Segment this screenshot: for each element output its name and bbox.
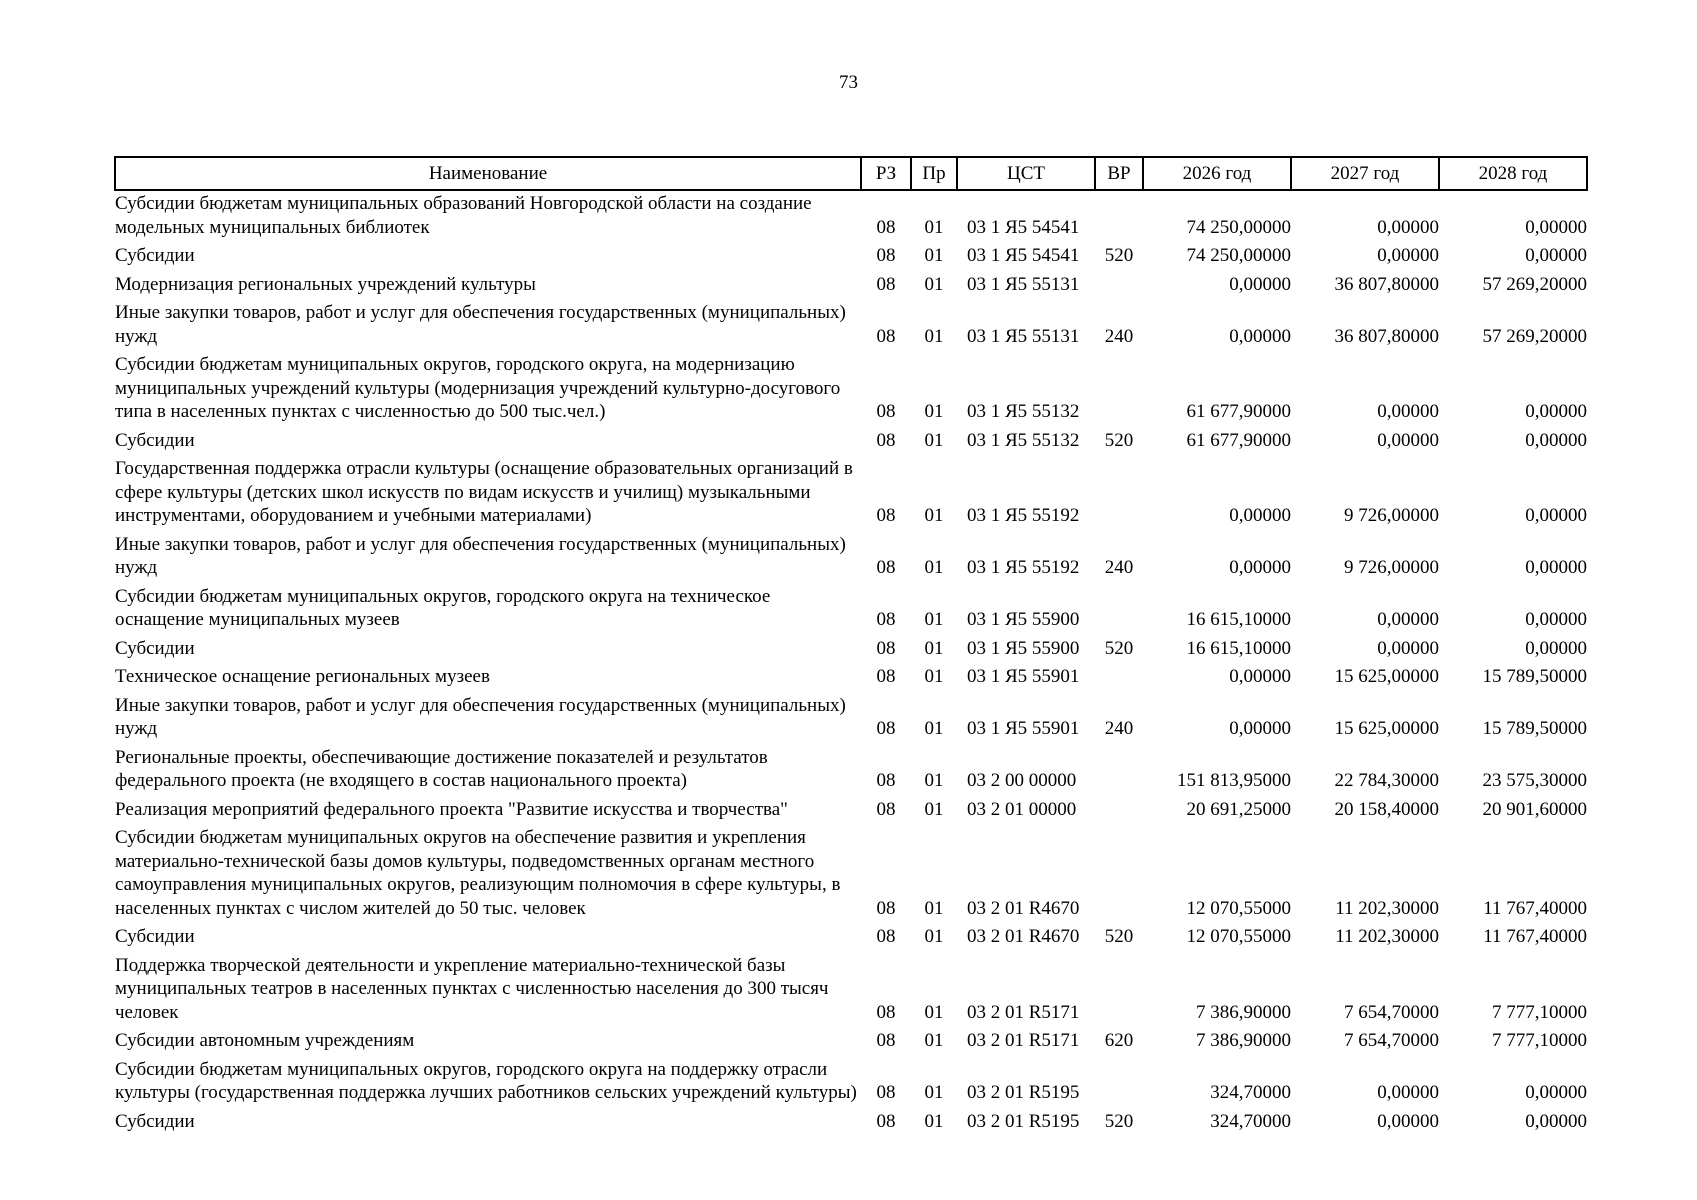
cell-pr: 01 bbox=[924, 401, 944, 422]
cell-rz: 08 bbox=[876, 926, 896, 947]
cell-name: Иные закупки товаров, работ и услуг для обеспечения государственных (муниципальных) нужд bbox=[115, 694, 846, 739]
cell-2026: 74 250,00000 bbox=[1186, 216, 1291, 238]
cell-rz: 08 bbox=[876, 1110, 896, 1132]
cell-2028: 7 777,10000 bbox=[1492, 1030, 1587, 1051]
cell-name: Субсидии bbox=[115, 429, 195, 451]
cell-name: Техническое оснащение региональных музеев bbox=[115, 666, 490, 687]
table-row bbox=[115, 353, 1587, 429]
table-row bbox=[115, 925, 1587, 954]
table-row bbox=[115, 585, 1587, 637]
cell-rz: 08 bbox=[876, 325, 896, 347]
cell-2028: 15 789,50000 bbox=[1482, 666, 1587, 687]
cell-vr: 620 bbox=[1104, 1030, 1134, 1051]
cell-pr: 01 bbox=[924, 429, 944, 451]
cell-name: Субсидии автономным учреждениям bbox=[115, 1030, 415, 1051]
cell-rz: 08 bbox=[876, 557, 896, 578]
cell-vr bbox=[1095, 954, 1143, 1030]
cell-2026: 61 677,90000 bbox=[1186, 429, 1291, 451]
table-row bbox=[115, 429, 1587, 458]
cell-rz: 08 bbox=[876, 273, 896, 295]
cell-2028: 0,00000 bbox=[1525, 401, 1587, 422]
cell-2028: 0,00000 bbox=[1525, 609, 1587, 630]
cell-2027: 36 807,80000 bbox=[1334, 325, 1439, 347]
table-row bbox=[115, 798, 1587, 827]
cell-vr bbox=[1095, 665, 1143, 694]
cell-pr: 01 bbox=[924, 718, 944, 739]
table-row bbox=[115, 1029, 1587, 1058]
cell-cst: 03 2 01 R5171 bbox=[967, 1001, 1080, 1023]
cell-rz: 08 bbox=[876, 798, 896, 820]
cell-2027: 9 726,00000 bbox=[1344, 505, 1439, 526]
cell-pr: 01 bbox=[924, 1001, 944, 1023]
cell-vr: 240 bbox=[1104, 718, 1134, 739]
cell-2027: 0,00000 bbox=[1377, 429, 1439, 451]
cell-pr: 01 bbox=[924, 770, 944, 791]
cell-2028: 11 767,40000 bbox=[1483, 926, 1587, 947]
cell-pr: 01 bbox=[924, 325, 944, 347]
table-row bbox=[115, 637, 1587, 666]
cell-cst: 03 1 Я5 55900 bbox=[967, 609, 1080, 630]
cell-name: Субсидии bbox=[115, 926, 195, 947]
cell-2026: 0,00000 bbox=[1229, 557, 1291, 578]
cell-2028: 0,00000 bbox=[1525, 505, 1587, 526]
cell-pr: 01 bbox=[924, 216, 944, 238]
cell-rz: 08 bbox=[876, 1030, 896, 1051]
cell-cst: 03 1 Я5 54541 bbox=[967, 245, 1080, 266]
cell-name: Субсидии bbox=[115, 1110, 195, 1132]
cell-cst: 03 1 Я5 55192 bbox=[967, 505, 1080, 526]
cell-pr: 01 bbox=[924, 557, 944, 578]
cell-cst: 03 2 01 R4670 bbox=[967, 926, 1080, 947]
cell-name: Субсидии bbox=[115, 637, 195, 659]
cell-rz: 08 bbox=[876, 245, 896, 266]
cell-pr: 01 bbox=[924, 666, 944, 687]
cell-cst: 03 1 Я5 55131 bbox=[967, 273, 1080, 295]
cell-2026: 16 615,10000 bbox=[1186, 609, 1291, 630]
table-row bbox=[115, 273, 1587, 302]
cell-vr bbox=[1095, 798, 1143, 827]
cell-2027: 7 654,70000 bbox=[1344, 1030, 1439, 1051]
cell-cst: 03 1 Я5 55131 bbox=[967, 325, 1080, 347]
cell-rz: 08 bbox=[876, 401, 896, 422]
cell-2026: 0,00000 bbox=[1229, 505, 1291, 526]
column-header-pr: Пр bbox=[911, 157, 957, 190]
cell-2027: 36 807,80000 bbox=[1334, 273, 1439, 295]
cell-cst: 03 2 01 R5195 bbox=[967, 1110, 1080, 1132]
cell-2026: 0,00000 bbox=[1229, 273, 1291, 295]
cell-2026: 12 070,55000 bbox=[1186, 897, 1291, 919]
cell-vr: 240 bbox=[1104, 557, 1134, 578]
table-row bbox=[115, 746, 1587, 798]
cell-2026: 0,00000 bbox=[1229, 325, 1291, 347]
cell-rz: 08 bbox=[876, 1082, 896, 1103]
cell-2027: 0,00000 bbox=[1377, 401, 1439, 422]
cell-2027: 0,00000 bbox=[1377, 216, 1439, 238]
cell-2026: 324,70000 bbox=[1210, 1110, 1291, 1132]
cell-vr bbox=[1095, 190, 1143, 244]
cell-2027: 0,00000 bbox=[1377, 1082, 1439, 1103]
cell-2028: 20 901,60000 bbox=[1482, 798, 1587, 820]
table-row bbox=[115, 665, 1587, 694]
table-row bbox=[115, 244, 1587, 273]
cell-2027: 0,00000 bbox=[1377, 637, 1439, 659]
cell-2026: 16 615,10000 bbox=[1186, 637, 1291, 659]
cell-pr: 01 bbox=[924, 609, 944, 630]
budget-table bbox=[114, 156, 1588, 1138]
cell-2028: 57 269,20000 bbox=[1482, 325, 1587, 347]
table-body bbox=[115, 190, 1587, 1138]
cell-cst: 03 2 01 R4670 bbox=[967, 897, 1080, 919]
column-header-cst: ЦСТ bbox=[957, 157, 1095, 190]
cell-cst: 03 1 Я5 55900 bbox=[967, 637, 1080, 659]
cell-2026: 0,00000 bbox=[1229, 718, 1291, 739]
cell-2028: 23 575,30000 bbox=[1482, 770, 1587, 791]
cell-2026: 0,00000 bbox=[1229, 666, 1291, 687]
column-header-2028: 2028 год bbox=[1439, 157, 1587, 190]
cell-pr: 01 bbox=[924, 926, 944, 947]
cell-cst: 03 1 Я5 54541 bbox=[967, 216, 1080, 238]
cell-pr: 01 bbox=[924, 1082, 944, 1103]
column-header-2027: 2027 год bbox=[1291, 157, 1439, 190]
column-header-rz: РЗ bbox=[861, 157, 911, 190]
cell-2027: 11 202,30000 bbox=[1335, 897, 1439, 919]
cell-pr: 01 bbox=[924, 245, 944, 266]
cell-rz: 08 bbox=[876, 1001, 896, 1023]
cell-cst: 03 2 01 R5195 bbox=[967, 1082, 1080, 1103]
table-row bbox=[115, 1058, 1587, 1110]
cell-rz: 08 bbox=[876, 505, 896, 526]
cell-vr bbox=[1095, 353, 1143, 429]
cell-2027: 0,00000 bbox=[1377, 245, 1439, 266]
cell-name: Субсидии бюджетам муниципальных округов, городского округа, на модернизацию муниципальных учреждений культуры (модернизация учреждений культурно-досугового типа в населенных пунктах с численностью до 500 тыс.чел.) bbox=[115, 354, 841, 422]
cell-2028: 0,00000 bbox=[1525, 637, 1587, 659]
cell-2026: 324,70000 bbox=[1210, 1082, 1291, 1103]
cell-rz: 08 bbox=[876, 666, 896, 687]
cell-2028: 0,00000 bbox=[1525, 1110, 1587, 1132]
cell-name: Иные закупки товаров, работ и услуг для обеспечения государственных (муниципальных) нужд bbox=[115, 533, 846, 578]
cell-2028: 7 777,10000 bbox=[1492, 1001, 1587, 1023]
cell-2026: 20 691,25000 bbox=[1186, 798, 1291, 820]
column-header-2026: 2026 год bbox=[1143, 157, 1291, 190]
table-row bbox=[115, 533, 1587, 585]
cell-vr: 520 bbox=[1104, 926, 1134, 947]
cell-2026: 7 386,90000 bbox=[1196, 1030, 1291, 1051]
cell-vr: 520 bbox=[1104, 637, 1134, 659]
cell-cst: 03 1 Я5 55901 bbox=[967, 718, 1080, 739]
cell-cst: 03 1 Я5 55132 bbox=[967, 401, 1080, 422]
cell-2026: 151 813,95000 bbox=[1177, 770, 1291, 791]
cell-pr: 01 bbox=[924, 637, 944, 659]
cell-rz: 08 bbox=[876, 718, 896, 739]
cell-2027: 20 158,40000 bbox=[1334, 798, 1439, 820]
cell-name: Субсидии бюджетам муниципальных образований Новгородской области на создание модельных муниципальных библиотек bbox=[115, 193, 812, 238]
cell-name: Субсидии бюджетам муниципальных округов, городского округа на поддержку отрасли культуры (государственная поддержка лучших работников сельских учреждений культуры) bbox=[115, 1058, 857, 1103]
cell-rz: 08 bbox=[876, 637, 896, 659]
cell-name: Субсидии бюджетам муниципальных округов, городского округа на техническое оснащение муниципальных музеев bbox=[115, 585, 771, 630]
cell-name: Региональные проекты, обеспечивающие достижение показателей и результатов федерального проекта (не входящего в состав национального проекта) bbox=[115, 746, 768, 791]
cell-2027: 0,00000 bbox=[1377, 1110, 1439, 1132]
cell-pr: 01 bbox=[924, 505, 944, 526]
cell-vr: 520 bbox=[1104, 1110, 1134, 1132]
cell-pr: 01 bbox=[924, 798, 944, 820]
cell-pr: 01 bbox=[924, 1030, 944, 1051]
cell-2028: 11 767,40000 bbox=[1483, 897, 1587, 919]
cell-name: Реализация мероприятий федерального проекта "Развитие искусства и творчества" bbox=[115, 798, 788, 820]
cell-2028: 57 269,20000 bbox=[1482, 273, 1587, 295]
cell-pr: 01 bbox=[924, 1110, 944, 1132]
cell-vr bbox=[1095, 826, 1143, 925]
cell-name: Субсидии bbox=[115, 245, 195, 266]
cell-cst: 03 2 01 R5171 bbox=[967, 1030, 1080, 1051]
cell-cst: 03 2 01 00000 bbox=[967, 798, 1077, 820]
cell-2027: 0,00000 bbox=[1377, 609, 1439, 630]
cell-rz: 08 bbox=[876, 429, 896, 451]
cell-2027: 7 654,70000 bbox=[1344, 1001, 1439, 1023]
cell-cst: 03 1 Я5 55192 bbox=[967, 557, 1080, 578]
cell-2027: 22 784,30000 bbox=[1334, 770, 1439, 791]
cell-2026: 61 677,90000 bbox=[1186, 401, 1291, 422]
cell-2027: 9 726,00000 bbox=[1344, 557, 1439, 578]
cell-2026: 74 250,00000 bbox=[1186, 245, 1291, 266]
table-row bbox=[115, 826, 1587, 925]
cell-vr bbox=[1095, 1058, 1143, 1110]
cell-name: Иные закупки товаров, работ и услуг для обеспечения государственных (муниципальных) нужд bbox=[115, 302, 846, 347]
cell-rz: 08 bbox=[876, 770, 896, 791]
cell-rz: 08 bbox=[876, 609, 896, 630]
cell-pr: 01 bbox=[924, 897, 944, 919]
page-number: 73 bbox=[839, 72, 858, 93]
cell-2028: 0,00000 bbox=[1525, 557, 1587, 578]
cell-2026: 12 070,55000 bbox=[1186, 926, 1291, 947]
cell-name: Субсидии бюджетам муниципальных округов на обеспечение развития и укрепления материально-технической базы домов культуры, подведомственных органам местного самоуправления муниципальных округов, реализующим полномочия в сфере культуры, в населенных пунктах с числом жителей до 50 тыс. человек bbox=[115, 827, 841, 919]
cell-vr bbox=[1095, 273, 1143, 302]
cell-2028: 0,00000 bbox=[1525, 216, 1587, 238]
table-row bbox=[115, 301, 1587, 353]
table-row bbox=[115, 1110, 1587, 1139]
table-row bbox=[115, 694, 1587, 746]
column-header-vr: ВР bbox=[1095, 157, 1143, 190]
cell-vr bbox=[1095, 746, 1143, 798]
cell-name: Поддержка творческой деятельности и укрепление материально-технической базы муниципальных театров в населенных пунктах с численностью населения до 300 тысяч человек bbox=[115, 954, 829, 1023]
column-header-name: Наименование bbox=[115, 157, 861, 190]
table-header-row bbox=[115, 157, 1587, 190]
cell-vr: 240 bbox=[1104, 325, 1134, 347]
cell-2027: 11 202,30000 bbox=[1335, 926, 1439, 947]
cell-rz: 08 bbox=[876, 216, 896, 238]
cell-name: Модернизация региональных учреждений культуры bbox=[115, 273, 536, 295]
cell-vr bbox=[1095, 585, 1143, 637]
cell-2027: 15 625,00000 bbox=[1334, 718, 1439, 739]
cell-cst: 03 1 Я5 55132 bbox=[967, 429, 1080, 451]
cell-2028: 15 789,50000 bbox=[1482, 718, 1587, 739]
cell-vr: 520 bbox=[1104, 429, 1134, 451]
cell-2028: 0,00000 bbox=[1525, 1082, 1587, 1103]
cell-vr bbox=[1095, 457, 1143, 533]
cell-2028: 0,00000 bbox=[1525, 245, 1587, 266]
cell-2026: 7 386,90000 bbox=[1196, 1001, 1291, 1023]
table-row bbox=[115, 457, 1587, 533]
table-row bbox=[115, 190, 1587, 244]
cell-rz: 08 bbox=[876, 897, 896, 919]
cell-2028: 0,00000 bbox=[1525, 429, 1587, 451]
cell-cst: 03 2 00 00000 bbox=[967, 770, 1077, 791]
cell-vr: 520 bbox=[1104, 245, 1134, 266]
cell-2027: 15 625,00000 bbox=[1334, 666, 1439, 687]
cell-cst: 03 1 Я5 55901 bbox=[967, 666, 1080, 687]
cell-name: Государственная поддержка отрасли культуры (оснащение образовательных организаций в сфере культуры (детских школ искусств по видам искусств и училищ) музыкальными инструментами, оборудованием и учебными материалами) bbox=[115, 458, 853, 526]
cell-pr: 01 bbox=[924, 273, 944, 295]
table-row bbox=[115, 954, 1587, 1030]
